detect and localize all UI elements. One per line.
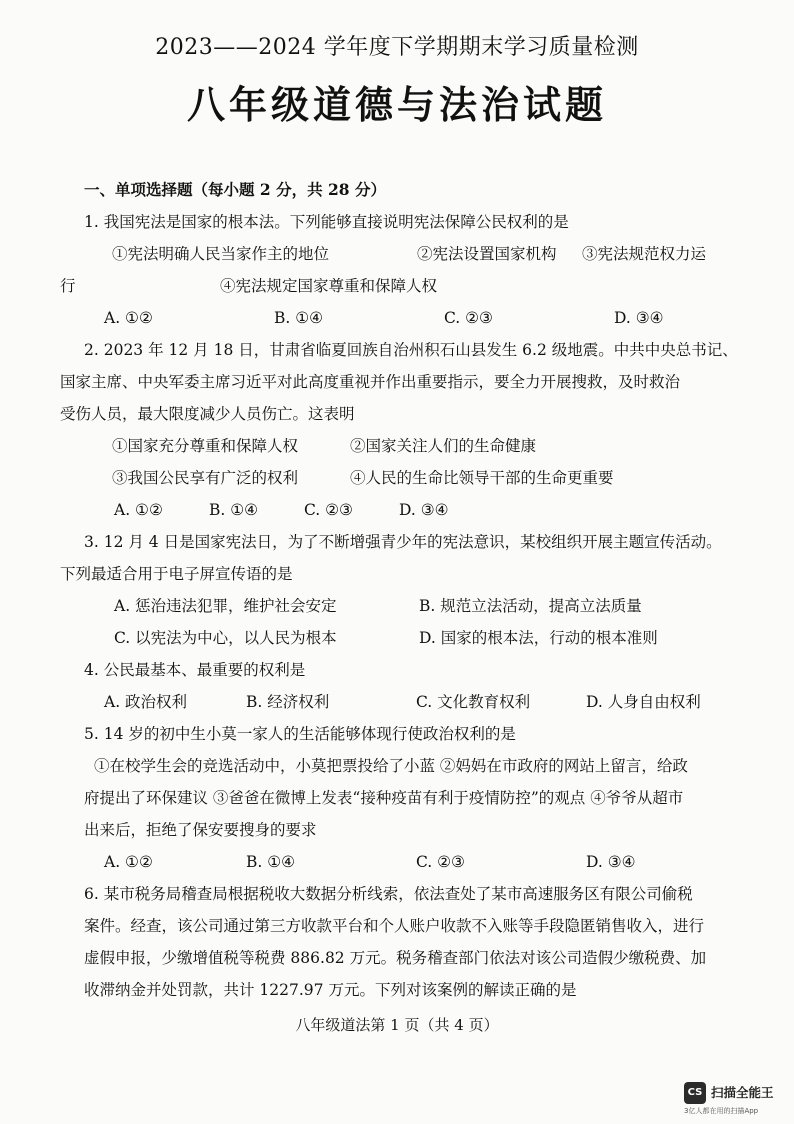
q4-option-a[interactable]: A. 政治权利 bbox=[104, 693, 188, 711]
q4-options bbox=[84, 686, 774, 718]
q4-option-b[interactable]: B. 经济权利 bbox=[246, 693, 330, 711]
q6-stem-line2: 案件。经查，该公司通过第三方收款平台和个人账户收款不入账等手段隐匿销售收入，进行 bbox=[84, 917, 705, 935]
q6-stem-line3: 虚假申报，少缴增值税等税费 886.82 万元。税务稽查部门依法对该公司造假少缴税费、加 bbox=[84, 949, 707, 967]
camscanner-logo-icon: CS bbox=[684, 1082, 706, 1104]
page-footer: 八年级道法第 1 页（共 4 页） bbox=[295, 1016, 499, 1034]
q2-statement-2: ②国家关注人们的生命健康 bbox=[350, 437, 537, 455]
exam-title: 2023——2024 学年度下学期期末学习质量检测 bbox=[155, 35, 639, 60]
q1-options bbox=[84, 302, 774, 334]
q2-stem-line1: 2. 2023 年 12 月 18 日，甘肃省临夏回族自治州积石山县发生 6.2 级地震。中共中央总书记、 bbox=[84, 341, 738, 359]
q5-option-c[interactable]: C. ②③ bbox=[416, 853, 465, 871]
q2-stem-line3: 受伤人员，最大限度减少人员伤亡。这表明 bbox=[60, 405, 355, 423]
q1-statement-4: ④宪法规定国家尊重和保障人权 bbox=[220, 277, 438, 295]
q5-option-d[interactable]: D. ③④ bbox=[586, 853, 636, 871]
q1-option-a[interactable]: A. ①② bbox=[104, 309, 153, 327]
q3-option-b[interactable]: B. 规范立法活动，提高立法质量 bbox=[419, 597, 642, 615]
q1-statements-cont bbox=[60, 270, 774, 302]
q5-statements-line1: ①在校学生会的竞选活动中，小莫把票投给了小蓝 ②妈妈在市政府的网站上留言，给政 bbox=[94, 757, 688, 775]
q5-option-b[interactable]: B. ①④ bbox=[246, 853, 296, 871]
q4-option-c[interactable]: C. 文化教育权利 bbox=[416, 693, 531, 711]
q1-option-b[interactable]: B. ①④ bbox=[274, 309, 324, 327]
q1-statement-2: ②宪法设置国家机构 bbox=[417, 245, 557, 263]
q5-option-a[interactable]: A. ①② bbox=[104, 853, 153, 871]
q2-option-b[interactable]: B. ①④ bbox=[209, 501, 259, 519]
q3-options-row1 bbox=[84, 590, 774, 622]
q3-option-d[interactable]: D. 国家的根本法，行动的根本准则 bbox=[419, 629, 658, 647]
exam-content bbox=[60, 174, 774, 1006]
q2-statement-3: ③我国公民享有广泛的权利 bbox=[112, 469, 299, 487]
scanner-app-name: 扫描全能王 bbox=[711, 1085, 774, 1100]
q6-stem-line4: 收滞纳金并处罚款，共计 1227.97 万元。下列对该案例的解读正确的是 bbox=[84, 981, 577, 999]
q4-option-d[interactable]: D. 人身自由权利 bbox=[586, 693, 701, 711]
q2-option-c[interactable]: C. ②③ bbox=[304, 501, 353, 519]
q5-statements-line2: 府提出了环保建议 ③爸爸在微博上发表“接种疫苗有利于疫情防控”的观点 ④爷爷从超市 bbox=[84, 789, 684, 807]
q5-stem: 5. 14 岁的初中生小莫一家人的生活能够体现行使政治权利的是 bbox=[84, 725, 516, 743]
q2-statement-1: ①国家充分尊重和保障人权 bbox=[112, 437, 299, 455]
q1-statements bbox=[84, 238, 774, 270]
q2-option-d[interactable]: D. ③④ bbox=[399, 501, 449, 519]
q3-option-a[interactable]: A. 惩治违法犯罪，维护社会安定 bbox=[114, 597, 337, 615]
q2-stem-line2: 国家主席、中央军委主席习近平对此高度重视并作出重要指示，要全力开展搜救，及时救治 bbox=[60, 373, 681, 391]
q2-statements-row2 bbox=[84, 462, 774, 494]
q1-statement-3-cont: 行 bbox=[60, 277, 76, 295]
q1-stem: 1. 我国宪法是国家的根本法。下列能够直接说明宪法保障公民权利的是 bbox=[84, 213, 569, 231]
section-heading: 一、单项选择题（每小题 2 分，共 28 分） bbox=[84, 180, 386, 199]
q2-statement-4: ④人民的生命比领导干部的生命更重要 bbox=[350, 469, 614, 487]
q1-statement-1: ①宪法明确人民当家作主的地位 bbox=[112, 245, 330, 263]
scanner-tagline: 3亿人都在用的扫描App bbox=[684, 1107, 759, 1115]
q6-stem-line1: 6. 某市税务局稽查局根据税收大数据分析线索，依法查处了某市高速服务区有限公司偷税 bbox=[84, 885, 693, 903]
q1-option-d[interactable]: D. ③④ bbox=[614, 309, 664, 327]
q3-stem-line2: 下列最适合用于电子屏宣传语的是 bbox=[60, 565, 293, 583]
q5-statements-line3: 出来后，拒绝了保安要搜身的要求 bbox=[84, 821, 317, 839]
q3-options-row2 bbox=[84, 622, 774, 654]
exam-subject-title: 八年级道德与法治试题 bbox=[186, 82, 607, 127]
q2-option-a[interactable]: A. ①② bbox=[114, 501, 163, 519]
q4-stem: 4. 公民最基本、最重要的权利是 bbox=[84, 661, 306, 679]
q3-stem-line1: 3. 12 月 4 日是国家宪法日，为了不断增强青少年的宪法意识，某校组织开展主题宣传活动。 bbox=[84, 533, 722, 551]
q5-options bbox=[84, 846, 774, 878]
q3-option-c[interactable]: C. 以宪法为中心，以人民为根本 bbox=[114, 629, 337, 647]
q1-statement-3: ③宪法规范权力运 bbox=[582, 245, 707, 263]
scanner-watermark bbox=[684, 1082, 784, 1118]
q2-statements-row1 bbox=[84, 430, 774, 462]
q1-option-c[interactable]: C. ②③ bbox=[444, 309, 493, 327]
q2-options bbox=[84, 494, 774, 526]
